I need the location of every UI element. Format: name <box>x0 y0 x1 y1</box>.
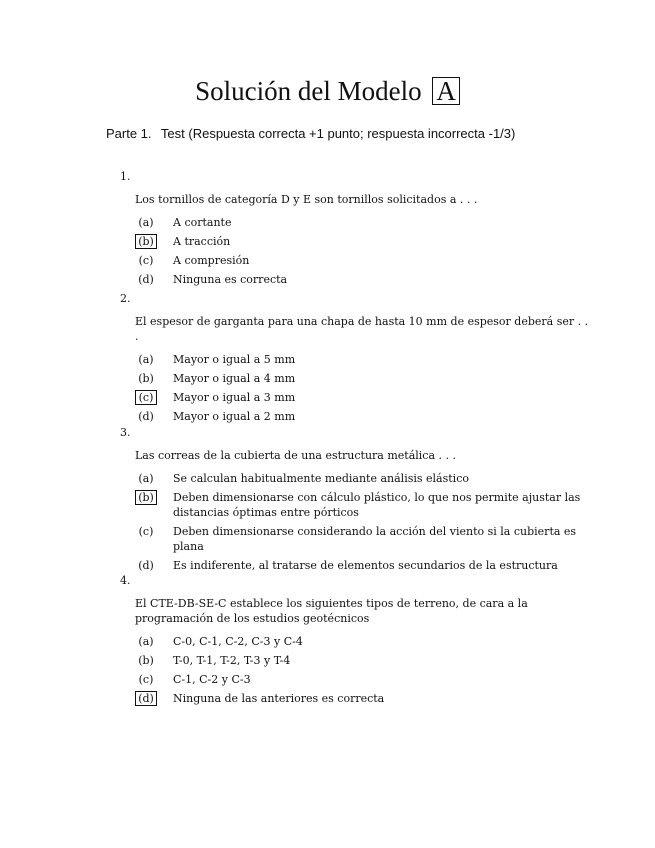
option-b <box>135 653 590 668</box>
question-number: 1. <box>120 170 131 183</box>
option-text: Deben dimensionarse considerando la acción del viento si la cubierta es plana <box>173 525 577 553</box>
title-text: Solución del Modelo <box>195 76 422 106</box>
correct-option-label: (c) <box>135 390 157 405</box>
part-description: Test (Respuesta correcta +1 punto; respuesta incorrecta -1/3) <box>160 126 516 141</box>
option-text: Mayor o igual a 2 mm <box>173 410 296 423</box>
option-label: (d) <box>138 559 154 572</box>
question-stem: Las correas de la cubierta de una estructura metálica . . . <box>135 449 457 462</box>
option-c <box>135 672 590 687</box>
option-d <box>135 272 590 287</box>
correct-option-label: (b) <box>135 490 157 505</box>
option-c <box>135 524 590 554</box>
option-label: (a) <box>138 216 154 229</box>
option-list <box>135 352 590 424</box>
option-label: (b) <box>138 372 154 385</box>
option-b <box>135 234 590 249</box>
part-number: Parte 1. <box>106 126 152 141</box>
option-label: (d) <box>138 273 154 286</box>
question-stem: El espesor de garganta para una chapa de hasta 10 mm de espesor deberá ser . . . <box>135 315 589 343</box>
option-d <box>135 409 590 424</box>
model-letter-box: A <box>432 77 460 105</box>
option-text: A compresión <box>173 254 250 267</box>
question-number: 2. <box>120 292 131 305</box>
option-label: (a) <box>138 353 154 366</box>
option-a <box>135 215 590 230</box>
option-text: C-0, C-1, C-2, C-3 y C-4 <box>173 635 303 648</box>
option-text: A tracción <box>173 235 231 248</box>
option-d <box>135 558 590 573</box>
option-list <box>135 634 590 706</box>
page-title <box>0 74 655 108</box>
option-label: (b) <box>138 654 154 667</box>
question-number: 3. <box>120 426 131 439</box>
option-c <box>135 253 590 268</box>
option-text: Se calculan habitualmente mediante análisis elástico <box>173 472 469 485</box>
option-text: Mayor o igual a 5 mm <box>173 353 296 366</box>
option-list <box>135 471 590 573</box>
option-b <box>135 371 590 386</box>
option-label: (a) <box>138 635 154 648</box>
option-text: Ninguna de las anteriores es correcta <box>173 692 385 705</box>
option-text: Ninguna es correcta <box>173 273 288 286</box>
option-text: T-0, T-1, T-2, T-3 y T-4 <box>173 654 291 667</box>
option-a <box>135 352 590 367</box>
question-1 <box>120 170 590 291</box>
option-d <box>135 691 590 706</box>
part-heading <box>106 126 515 142</box>
option-text: A cortante <box>173 216 232 229</box>
option-label: (c) <box>138 525 154 538</box>
option-label: (a) <box>138 472 154 485</box>
option-list <box>135 215 590 287</box>
question-3 <box>120 426 590 577</box>
question-stem: Los tornillos de categoría D y E son tornillos solicitados a . . . <box>135 193 478 206</box>
option-a <box>135 471 590 486</box>
question-stem: El CTE-DB-SE-C establece los siguientes tipos de terreno, de cara a la programación de los estudios geotécnicos <box>135 597 528 625</box>
option-b <box>135 490 590 520</box>
question-4 <box>120 574 590 710</box>
question-2 <box>120 292 590 428</box>
option-text: Mayor o igual a 3 mm <box>173 391 296 404</box>
option-label: (c) <box>138 673 154 686</box>
option-c <box>135 390 590 405</box>
option-text: Deben dimensionarse con cálculo plástico, lo que nos permite ajustar las distancias óptimas entre pórticos <box>173 491 581 519</box>
correct-option-label: (d) <box>135 691 157 706</box>
option-a <box>135 634 590 649</box>
option-text: C-1, C-2 y C-3 <box>173 673 251 686</box>
option-label: (d) <box>138 410 154 423</box>
correct-option-label: (b) <box>135 234 157 249</box>
option-text: Es indiferente, al tratarse de elementos secundarios de la estructura <box>173 559 558 572</box>
question-number: 4. <box>120 574 131 587</box>
option-label: (c) <box>138 254 154 267</box>
option-text: Mayor o igual a 4 mm <box>173 372 296 385</box>
